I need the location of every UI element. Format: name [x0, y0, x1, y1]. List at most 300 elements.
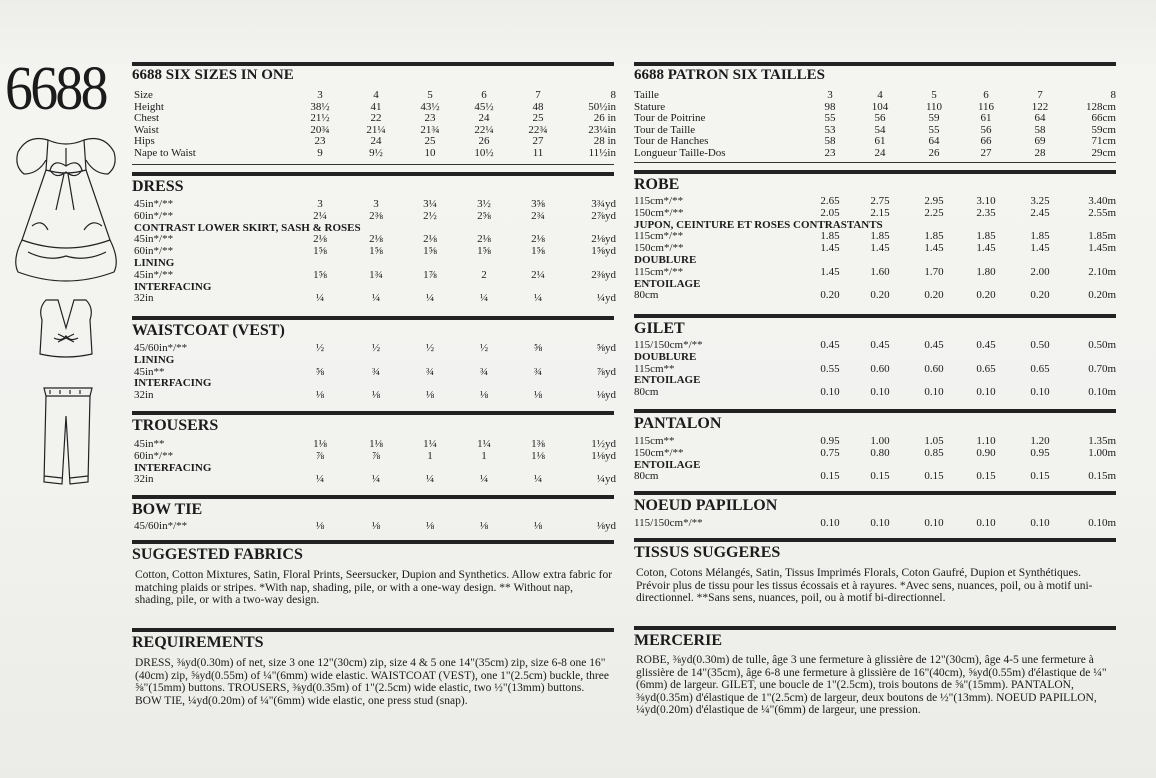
robe-row-value: 2.25	[924, 206, 944, 219]
gilet-row-value: 0.10m	[1088, 386, 1116, 399]
taille-row-value: 71cm	[1091, 135, 1116, 148]
dress-row-value: 2⅜yd	[591, 268, 616, 281]
pantalon-row-value: 0.95	[820, 435, 840, 447]
mercerie-heading: MERCERIE	[634, 626, 1116, 650]
robe-row-value: 2.05	[820, 206, 840, 219]
taille-row-value: 29cm	[1091, 147, 1116, 159]
size-row-value: 9½	[369, 147, 383, 159]
gilet-row-value: 0.10	[924, 386, 944, 399]
dress-row-value: 3¾yd	[591, 198, 616, 210]
dress-row-value: 2⅛	[369, 233, 383, 246]
size-row-value: 7	[535, 89, 541, 101]
french-title: 6688 PATRON SIX TAILLES	[634, 62, 1116, 83]
pantalon-row-value: 1.35m	[1088, 435, 1116, 447]
trousers-illustration	[40, 386, 96, 498]
size-row-value: 22	[370, 112, 382, 125]
pantalon-row-label: 80cm	[634, 470, 659, 483]
gilet-row-value: 0.10	[976, 386, 996, 399]
gilet-row-label: 115cm**	[634, 362, 675, 375]
size-row-value: 22¼	[474, 123, 494, 136]
pantalon-row-value: 0.15	[976, 470, 996, 483]
robe-row-value: 1.85	[870, 230, 890, 243]
robe-row-value: 1.45	[870, 242, 890, 255]
dress-heading: DRESS	[132, 172, 614, 196]
robe-row-value: 2.35	[976, 206, 996, 219]
dress-row-value: 2	[481, 268, 487, 281]
taille-row-label: Longueur Taille-Dos	[634, 147, 726, 159]
dress-row-value: 1⅝	[313, 245, 327, 258]
dress-row-value: 3¼	[423, 198, 437, 210]
noeud-row-label: 115/150cm*/**	[634, 517, 703, 529]
taille-row-value: 64	[928, 135, 940, 148]
trousers-row-value: ¼	[425, 473, 435, 486]
robe-row-value: 2.10m	[1088, 265, 1116, 278]
robe-row-value: 3.40m	[1088, 195, 1116, 207]
size-row-value: 10½	[474, 147, 494, 159]
size-row-value: 38½	[310, 100, 330, 113]
taille-row-value: 58	[824, 135, 836, 148]
dress-row-value: 1⅞	[423, 268, 437, 281]
noeud-row-value: 0.10	[820, 517, 840, 529]
robe-row-label: 115cm*/**	[634, 195, 684, 207]
size-row-value: 23	[314, 135, 326, 148]
size-row-value: 20¾	[310, 123, 330, 136]
dress-row-label: 32in	[134, 292, 154, 305]
taille-row-value: 61	[980, 112, 992, 125]
robe-row-value: 0.20m	[1088, 289, 1116, 302]
gilet-row-label: ENTOILAGE	[634, 374, 701, 387]
robe-row-value: 1.45	[820, 242, 840, 255]
waistcoat-row-value: ½	[371, 342, 381, 354]
pantalon-row-value: 0.15	[820, 470, 840, 483]
robe-row-value: 2.45	[1030, 206, 1050, 219]
taille-row-value: 61	[874, 135, 886, 148]
pantalon-row-value: 1.00	[870, 435, 890, 447]
dress-row-value: 3⅝	[531, 198, 545, 210]
trousers-row-value: 1	[481, 449, 487, 462]
taille-row-value: 26	[928, 147, 940, 159]
size-row-value: 24	[478, 112, 490, 125]
robe-row-value: 1.45	[976, 242, 996, 255]
taille-row-value: 55	[928, 123, 940, 136]
pantalon-row-value: 0.90	[976, 446, 996, 459]
dress-row-value: 1⅝	[423, 245, 437, 258]
waistcoat-row-value: ½	[479, 342, 489, 354]
taille-row-value: 5	[931, 89, 937, 101]
noeud-row-value: 0.10	[976, 517, 996, 529]
taille-row-value: 116	[977, 100, 995, 113]
gilet-row-label: 115/150cm*/**	[634, 339, 703, 351]
trousers-heading: TROUSERS	[132, 411, 614, 435]
noeud-row-value: 0.10	[870, 517, 890, 529]
size-row-value: 4	[373, 89, 379, 101]
waistcoat-row-value: ⅞yd	[596, 365, 616, 378]
taille-row-label: Stature	[634, 100, 666, 113]
dress-row-value: 2⅛yd	[591, 233, 616, 246]
dress-row-value: 2⅝	[477, 209, 491, 222]
dress-row-value: 2⅜	[369, 209, 383, 222]
dress-row-label: 45in*/**	[134, 198, 174, 210]
robe-row-value: 0.20	[820, 289, 840, 302]
gilet-row-value: 0.65	[1030, 362, 1050, 375]
gilet-row-value: 0.50	[1030, 339, 1050, 351]
robe-row-value: 1.85	[976, 230, 996, 243]
dress-row-value: 2⅛	[313, 233, 327, 246]
pantalon-row-value: 0.15	[1030, 470, 1050, 483]
robe-row-value: 0.20	[870, 289, 890, 302]
size-row-value: 27	[532, 135, 544, 148]
dress-row-value: ¼	[479, 292, 489, 305]
taille-row-label: Tour de Taille	[634, 123, 696, 136]
robe-row-value: 2.65	[820, 195, 840, 207]
pantalon-row-value: 0.85	[924, 446, 944, 459]
trousers-row-value: ¼	[371, 473, 381, 486]
robe-row-value: 1.45m	[1088, 242, 1116, 255]
waistcoat-row-value: ⅝yd	[596, 342, 616, 354]
divider	[634, 162, 1116, 163]
dress-row-value: 1⅝	[531, 245, 545, 258]
pantalon-row-value: 0.80	[870, 446, 890, 459]
requirements-text: DRESS, ⅜yd(0.30m) of net, size 3 one 12"(30cm) zip, size 4 & 5 one 14"(35cm) zip, size 6-8 one 16"(40cm) zip, ⅝yd(0.55m) of ¼"(6mm) wide elastic. WAISTCOAT (VEST), one 1"(2.5cm) buckle, three ⅝"(15mm) buttons. TROUSERS, ⅜yd(0.35m) of 1"(2.5cm) wide elastic, two ½"(13mm) buttons. BOW TIE, ¼yd(0.20m) of ¼"(6mm) wide elastic, one press stud (snap).	[135, 657, 609, 707]
dress-row-value: 3½	[477, 198, 491, 210]
dress-row-value: 3	[373, 198, 379, 210]
taille-row-value: 4	[877, 89, 883, 101]
waistcoat-row-value: ¾	[425, 365, 435, 378]
trousers-row-value: 1⅛	[369, 438, 383, 450]
divider	[132, 164, 614, 165]
trousers-row-value: 1	[427, 449, 433, 462]
dress-row-value: 2⅞yd	[591, 209, 616, 222]
taille-row-value: 53	[824, 123, 836, 136]
taille-row-value: 59	[928, 112, 940, 125]
taille-row-label: Tour de Hanches	[634, 135, 709, 148]
trousers-row-label: INTERFACING	[134, 461, 212, 474]
waistcoat-row-value: ⅛	[315, 389, 325, 402]
waistcoat-row-value: ½	[315, 342, 325, 354]
noeud-row-value: 0.10m	[1088, 517, 1116, 529]
size-row-value: 22¾	[528, 123, 548, 136]
trousers-row-value: 1⅜	[531, 438, 545, 450]
taille-row-value: 59cm	[1091, 123, 1116, 136]
pantalon-row-label: ENTOILAGE	[634, 458, 701, 471]
trousers-row-value: ⅞	[315, 449, 325, 462]
dress-row-value: 2⅛	[531, 233, 545, 246]
size-row-value: 25	[532, 112, 544, 125]
taille-row-label: Tour de Poitrine	[634, 112, 706, 125]
taille-row-value: 110	[925, 100, 943, 113]
size-row-value: 6	[481, 89, 487, 101]
gilet-row-label: 80cm	[634, 386, 659, 399]
size-row-value: 10	[424, 147, 436, 159]
bowtie-row-value: ⅛	[315, 520, 325, 532]
waistcoat-row-label: 45in**	[134, 365, 165, 378]
trousers-row-label: 45in**	[134, 438, 165, 450]
taille-row-value: 54	[874, 123, 886, 136]
dress-row-label: 60in*/**	[134, 245, 174, 258]
dress-row-label: 45in*/**	[134, 233, 174, 246]
waistcoat-row-label: INTERFACING	[134, 377, 212, 390]
dress-row-value: ¼	[315, 292, 325, 305]
trousers-row-label: 60in*/**	[134, 449, 174, 462]
taille-row-value: 66	[980, 135, 992, 148]
size-row-value: 25	[424, 135, 436, 148]
size-row-value: 21½	[310, 112, 330, 125]
waistcoat-row-value: ½	[425, 342, 435, 354]
gilet-row-value: 0.10	[870, 386, 890, 399]
taille-row-value: 28	[1034, 147, 1046, 159]
taille-row-value: 56	[874, 112, 886, 125]
taille-row-value: 3	[827, 89, 833, 101]
robe-row-label: 115cm*/**	[634, 265, 684, 278]
dress-row-value: 2¼	[313, 209, 327, 222]
size-row-value: 26 in	[593, 112, 616, 125]
waistcoat-row-label: 45/60in*/**	[134, 342, 188, 354]
pantalon-row-value: 0.15	[924, 470, 944, 483]
robe-row-value: 1.85	[924, 230, 944, 243]
trousers-row-value: 1¼	[477, 438, 491, 450]
pantalon-row-value: 1.05	[924, 435, 944, 447]
robe-row-value: 0.20	[1030, 289, 1050, 302]
robe-row-value: 2.00	[1030, 265, 1050, 278]
size-row-label: Chest	[134, 112, 160, 125]
bowtie-row-value: ⅛yd	[596, 520, 616, 532]
trousers-row-value: ¼yd	[596, 473, 616, 486]
fabrics-text: Cotton, Cotton Mixtures, Satin, Floral Prints, Seersucker, Dupion and Synthetics. Allow extra fabric for matching plaids or stripes. *With nap, shading, pile, or with a one-way design. ** Without nap, shading, pile, or with a two-way design.	[135, 569, 613, 606]
size-row-value: 24	[370, 135, 382, 148]
size-row-value: 48	[532, 100, 544, 113]
size-row-value: 11	[532, 147, 544, 159]
gilet-row-value: 0.60	[924, 362, 944, 375]
gilet-row-value: 0.50m	[1088, 339, 1116, 351]
dress-row-value: 3	[317, 198, 323, 210]
dress-row-value: 2⅛	[423, 233, 437, 246]
taille-row-value: 64	[1034, 112, 1046, 125]
gilet-row-value: 0.70m	[1088, 362, 1116, 375]
size-row-label: Waist	[134, 123, 159, 136]
size-row-value: 43½	[420, 100, 440, 113]
pantalon-row-value: 0.75	[820, 446, 840, 459]
gilet-row-label: DOUBLURE	[634, 350, 697, 363]
trousers-row-value: 1⅛	[313, 438, 327, 450]
size-row-value: 45½	[474, 100, 494, 113]
dress-row-value: 1¾	[369, 268, 383, 281]
robe-row-value: 0.20	[924, 289, 944, 302]
robe-row-label: 150cm*/**	[634, 242, 684, 255]
robe-row-value: 3.25	[1030, 195, 1050, 207]
robe-row-value: 1.85	[1030, 230, 1050, 243]
robe-row-value: 1.70	[924, 265, 944, 278]
size-row-label: Size	[134, 89, 153, 101]
taille-row-value: 122	[1031, 100, 1049, 113]
size-row-value: 3	[317, 89, 323, 101]
dress-row-value: ¼	[425, 292, 435, 305]
noeud-heading: NOEUD PAPILLON	[634, 491, 1116, 515]
robe-row-value: 1.85	[820, 230, 840, 243]
size-row-value: 23¼in	[588, 123, 616, 136]
dress-row-value: ¼yd	[596, 292, 616, 305]
taille-row-value: 56	[980, 123, 992, 136]
taille-row-label: Taille	[634, 89, 659, 101]
bowtie-row-label: 45/60in*/**	[134, 520, 188, 532]
bowtie-heading: BOW TIE	[132, 495, 614, 519]
gilet-row-value: 0.60	[870, 362, 890, 375]
dress-row-value: 2⅛	[477, 233, 491, 246]
pantalon-row-value: 1.20	[1030, 435, 1050, 447]
dress-row-value: 1⅝	[313, 268, 327, 281]
trousers-row-value: ⅞	[371, 449, 381, 462]
waistcoat-row-value: ⅝	[315, 365, 325, 378]
taille-row-value: 104	[871, 100, 889, 113]
robe-heading: ROBE	[634, 170, 1116, 194]
noeud-row-value: 0.10	[1030, 517, 1050, 529]
gilet-heading: GILET	[634, 314, 1116, 338]
dress-row-label: 60in*/**	[134, 209, 174, 222]
size-row-value: 21¼	[366, 123, 386, 136]
dress-row-label: 45in*/**	[134, 268, 174, 281]
size-row-value: 28 in	[593, 135, 616, 148]
taille-row-value: 98	[824, 100, 836, 113]
waistcoat-row-value: ¾	[479, 365, 489, 378]
robe-row-value: 2.55m	[1088, 206, 1116, 219]
waistcoat-row-value: ⅛	[479, 389, 489, 402]
size-row-label: Height	[134, 100, 164, 113]
robe-row-value: 3.10	[976, 195, 996, 207]
dress-row-value: 2¼	[531, 268, 545, 281]
robe-row-value: 1.45	[1030, 242, 1050, 255]
dress-row-value: 1⅝	[477, 245, 491, 258]
trousers-row-value: 1¼	[423, 438, 437, 450]
size-row-value: 8	[610, 89, 616, 101]
dress-row-value: 2¾	[531, 209, 545, 222]
size-row-value: 23	[424, 112, 436, 125]
taille-row-value: 55	[824, 112, 836, 125]
gilet-row-value: 0.45	[870, 339, 890, 351]
dress-illustration	[8, 130, 124, 290]
robe-row-label: ENTOILAGE	[634, 277, 701, 290]
robe-row-value: 0.20	[976, 289, 996, 302]
waistcoat-row-value: ⅛	[371, 389, 381, 402]
robe-row-value: 1.60	[870, 265, 890, 278]
robe-row-value: 1.85m	[1088, 230, 1116, 243]
robe-row-value: 1.80	[976, 265, 996, 278]
robe-row-value: 2.75	[870, 195, 890, 207]
taille-row-value: 66cm	[1091, 112, 1116, 125]
size-row-label: Hips	[134, 135, 155, 148]
pantalon-row-value: 1.10	[976, 435, 996, 447]
trousers-row-value: ¼	[533, 473, 543, 486]
gilet-row-value: 0.45	[976, 339, 996, 351]
gilet-row-value: 0.10	[820, 386, 840, 399]
tissus-heading: TISSUS SUGGERES	[634, 538, 1116, 562]
pantalon-heading: PANTALON	[634, 409, 1116, 433]
robe-row-value: 1.45	[820, 265, 840, 278]
trousers-row-value: 1½yd	[591, 438, 616, 450]
trousers-row-value: ¼	[479, 473, 489, 486]
requirements-heading: REQUIREMENTS	[132, 628, 614, 652]
robe-row-label: 115cm*/**	[634, 230, 684, 243]
robe-row-label: 80cm	[634, 289, 659, 302]
taille-row-value: 24	[874, 147, 886, 159]
pantalon-row-label: 115cm**	[634, 435, 675, 447]
trousers-row-value: 1⅛yd	[591, 449, 616, 462]
trousers-row-value: 1⅛	[531, 449, 545, 462]
waistcoat-row-value: ⅝	[533, 342, 543, 354]
dress-row-value: ¼	[533, 292, 543, 305]
waistcoat-row-value: ⅛yd	[596, 389, 616, 402]
dress-row-value: 1⅝	[369, 245, 383, 258]
size-row-label: Nape to Waist	[134, 147, 196, 159]
dress-row-label: INTERFACING	[134, 280, 212, 293]
size-row-value: 21¾	[420, 123, 440, 136]
pantalon-row-value: 1.00m	[1088, 446, 1116, 459]
waistcoat-row-value: ¾	[371, 365, 381, 378]
gilet-row-value: 0.65	[976, 362, 996, 375]
trousers-row-value: ¼	[315, 473, 325, 486]
size-row-value: 41	[370, 100, 382, 113]
dress-row-value: 2½	[423, 209, 437, 222]
taille-row-value: 58	[1034, 123, 1046, 136]
waistcoat-row-label: 32in	[134, 389, 154, 402]
noeud-row-value: 0.10	[924, 517, 944, 529]
dress-row-value: ¼	[371, 292, 381, 305]
dress-row-label: CONTRAST LOWER SKIRT, SASH & ROSES	[134, 221, 361, 234]
robe-row-label: JUPON, CEINTURE ET ROSES CONTRASTANTS	[634, 218, 883, 231]
size-row-value: 50½in	[588, 100, 616, 113]
size-row-value: 9	[317, 147, 323, 159]
dress-row-value: 1⅝yd	[591, 245, 616, 258]
bowtie-row-value: ⅛	[479, 520, 489, 532]
robe-row-label: DOUBLURE	[634, 254, 697, 266]
pantalon-row-value: 0.95	[1030, 446, 1050, 459]
pantalon-row-label: 150cm*/**	[634, 446, 684, 459]
tissus-text: Coton, Cotons Mélangés, Satin, Tissus Imprimés Florals, Coton Gaufré, Dupion et Synthétiques. Prévoir plus de tissu pour les tissus écossais et à rayures. *Avec sens, nuances, poil, ou à motif uni-directionnel. **Sans sens, nuances, poil, ou à motif bi-directionnel.	[636, 567, 1093, 604]
gilet-row-value: 0.45	[820, 339, 840, 351]
robe-row-label: 150cm*/**	[634, 206, 684, 219]
pantalon-row-value: 0.15	[870, 470, 890, 483]
waistcoat-row-label: LINING	[134, 353, 175, 366]
taille-row-value: 23	[824, 147, 836, 159]
size-row-value: 5	[427, 89, 433, 101]
size-row-value: 11½in	[588, 147, 616, 159]
waistcoat-row-value: ⅛	[533, 389, 543, 402]
waistcoat-row-value: ⅛	[425, 389, 435, 402]
taille-row-value: 6	[983, 89, 989, 101]
gilet-row-value: 0.10	[1030, 386, 1050, 399]
bowtie-row-value: ⅛	[371, 520, 381, 532]
taille-row-value: 69	[1034, 135, 1046, 148]
taille-row-value: 8	[1110, 89, 1116, 101]
robe-row-value: 2.15	[870, 206, 890, 219]
robe-row-value: 2.95	[924, 195, 944, 207]
trousers-row-label: 32in	[134, 473, 154, 486]
english-title: 6688 SIX SIZES IN ONE	[132, 62, 614, 83]
gilet-row-value: 0.45	[924, 339, 944, 351]
mercerie-text: ROBE, ⅜yd(0.30m) de tulle, âge 3 une fermeture à glissière de 12"(30cm), âge 4-5 une fermeture à glissière de 14"(35cm), âge 6-8 une fermeture à glissière de 16"(40cm), ⅝yd(0.55m) d'élastique de ¼"(6mm) de largeur. GILET, une boucle de 1"(2.5cm), trois boutons de ⅝"(15mm). PANTALON, ⅜yd(0.35m) d'élastique de 1"(2.5cm) de largeur, deux boutons de ½"(13mm). NOEUD PAPILLON, ¼yd(0.20m) d'élastique de ¼"(6mm) de largeur, une pression.	[636, 654, 1107, 716]
size-row-value: 26	[478, 135, 490, 148]
taille-row-value: 128cm	[1086, 100, 1116, 113]
dress-row-label: LINING	[134, 257, 175, 269]
taille-row-value: 7	[1037, 89, 1043, 101]
taille-row-value: 27	[980, 147, 992, 159]
pantalon-row-value: 0.15m	[1088, 470, 1116, 483]
bowtie-row-value: ⅛	[425, 520, 435, 532]
bowtie-row-value: ⅛	[533, 520, 543, 532]
waistcoat-illustration	[36, 298, 96, 360]
robe-row-value: 1.45	[924, 242, 944, 255]
pattern-number: 6688	[5, 55, 106, 123]
gilet-row-value: 0.55	[820, 362, 840, 375]
fabrics-heading: SUGGESTED FABRICS	[132, 540, 614, 564]
